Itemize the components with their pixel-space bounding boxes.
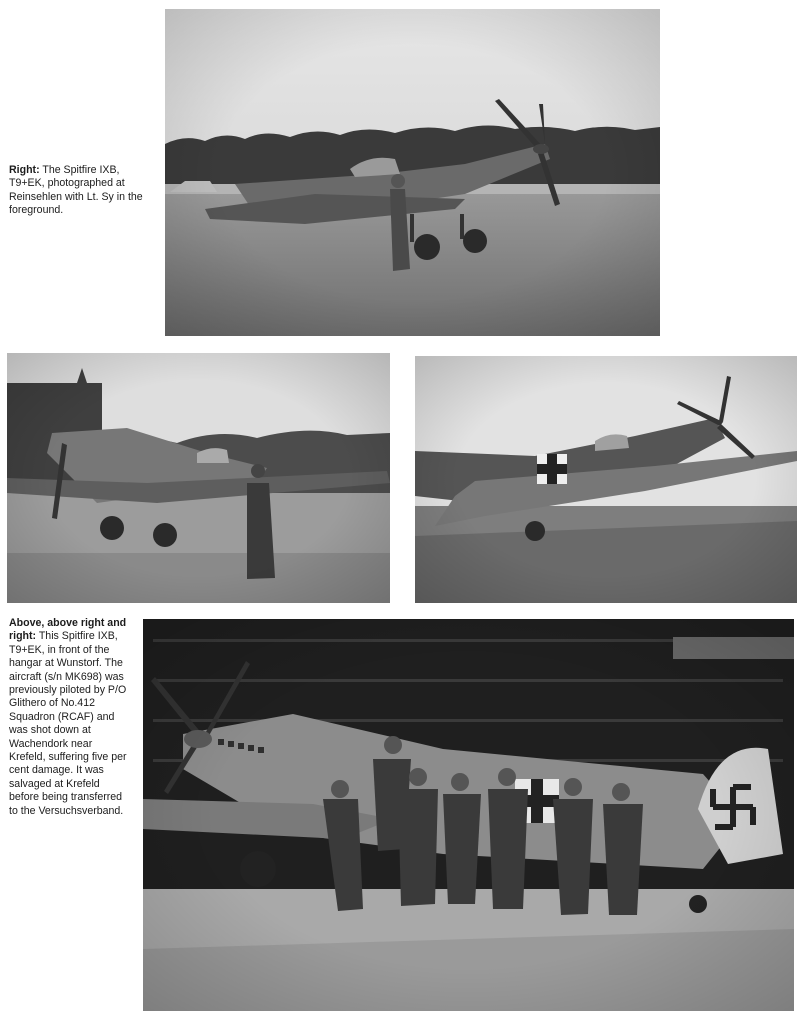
caption-bottom bbox=[9, 617, 127, 818]
photo-spitfire-hangar-right bbox=[415, 356, 797, 603]
photo-reinsehlen-illustration bbox=[165, 9, 660, 336]
photo-hangar-left-illustration bbox=[7, 353, 390, 603]
photo-spitfire-group-crew bbox=[143, 619, 794, 1011]
caption-top bbox=[9, 164, 144, 218]
photo-spitfire-reinsehlen bbox=[165, 9, 660, 336]
balkenkreuz-marking bbox=[537, 454, 567, 484]
caption-top-text: The Spitfire IXB, T9+EK, photographed at Reinsehlen with Lt. Sy in the foreground. bbox=[9, 164, 143, 217]
photo-hangar-right-illustration bbox=[415, 356, 797, 603]
photo-group-illustration bbox=[143, 619, 794, 1011]
caption-bottom-lead: Above, above right and right: bbox=[9, 617, 127, 643]
caption-top-lead: Right: bbox=[9, 164, 40, 176]
caption-bottom-text: This Spitfire IXB, T9+EK, in front of the hangar at Wunstorf. The aircraft (s/n MK698) was previously piloted by P/O Glithero of No.412 Squadron (RCAF) and was shot down at Wachendork near Krefeld, suffering five per cent damage. It was salvaged at Krefeld before being transferred to the Versuchsverband. bbox=[9, 630, 127, 817]
photo-spitfire-hangar-left bbox=[7, 353, 390, 603]
